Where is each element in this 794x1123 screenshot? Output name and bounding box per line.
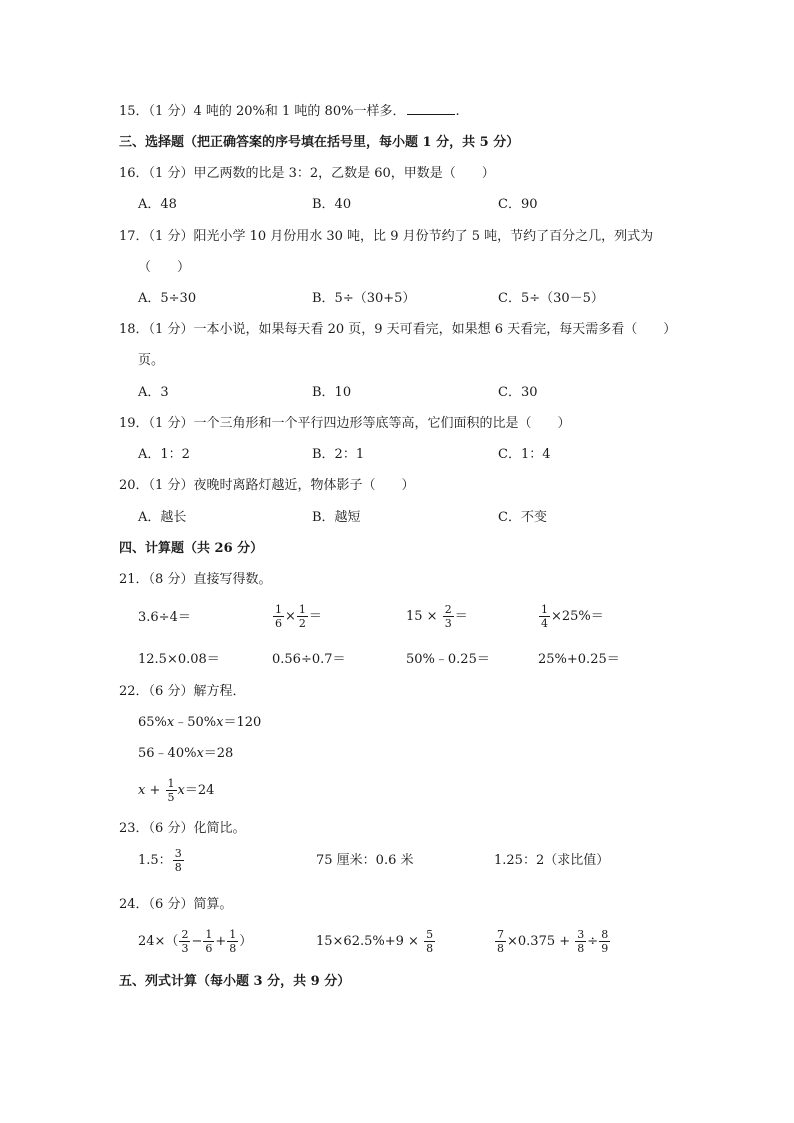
expr-1: 3.6÷4＝ — [138, 610, 191, 625]
expr-6: 0.56÷0.7＝ — [272, 652, 346, 667]
option-b: B．10 — [312, 385, 352, 400]
answer-blank[interactable] — [407, 102, 455, 115]
fraction: $\frac{1}{6}$ — [205, 928, 213, 955]
option-c: C．30 — [498, 385, 538, 400]
option-c: C．90 — [498, 197, 538, 212]
option-a: A．越长 — [138, 510, 187, 525]
expr-7: 50%﹣0.25＝ — [406, 652, 490, 667]
fraction: $\frac{1}{2}$ — [298, 603, 306, 630]
expr-4: $\frac{1}{4}$ ×25%＝ — [541, 603, 604, 630]
fraction: $\frac{5}{8}$ — [426, 928, 434, 955]
question-16-text: 16．（1 分）甲乙两数的比是 3：2，乙数是 60，甲数是（ ） — [119, 166, 495, 181]
fraction: $\frac{8}{9}$ — [601, 928, 609, 955]
option-a: A．1：2 — [138, 447, 190, 462]
ratio-2: 75 厘米：0.6 米 — [316, 853, 414, 868]
option-c: C．不变 — [498, 510, 547, 525]
fraction: $\frac{1}{4}$ — [541, 603, 548, 630]
option-a: A．5÷30 — [138, 291, 197, 306]
question-18-text: 18．（1 分）一本小说，如果每天看 20 页，9 天可看完，如果想 6 天看完，每天需多看（ ） — [119, 322, 677, 337]
question-15-end: . — [455, 104, 460, 119]
expr-8: 25%+0.25＝ — [538, 652, 620, 667]
equation-3: x + $\frac{1}{5}$ x＝24 — [138, 777, 215, 804]
equation-1: 65%x﹣50%x＝120 — [138, 715, 262, 730]
fraction: $\frac{1}{6}$ — [275, 603, 282, 630]
question-23-text: 23．（6 分）化简比。 — [119, 821, 246, 836]
ratio-1: 1.5： $\frac{3}{8}$ — [138, 847, 182, 874]
section-3-title: 三、选择题（把正确答案的序号填在括号里，每小题 1 分，共 5 分） — [119, 135, 520, 150]
question-24-text: 24．（6 分）简算。 — [119, 897, 233, 912]
simplify-3: $\frac{7}{8}$ ×0.375 + $\frac{3}{8}$ ÷ $\frac{8}{9}$ — [497, 928, 609, 955]
question-20-text: 20．（1 分）夜晚时离路灯越近，物体影子（ ） — [119, 478, 415, 493]
option-c: C．5÷（30－5） — [498, 291, 604, 306]
question-17-cont: （ ） — [138, 260, 191, 275]
fraction: $\frac{1}{8}$ — [229, 928, 237, 955]
question-18-cont: 页。 — [138, 353, 165, 368]
question-22-text: 22．（6 分）解方程． — [119, 684, 246, 699]
question-19-text: 19．（1 分）一个三角形和一个平行四边形等底等高，它们面积的比是（ ） — [119, 416, 571, 431]
option-a: A．3 — [138, 385, 169, 400]
ratio-3: 1.25：2（求比值） — [494, 853, 610, 868]
fraction: $\frac{1}{5}$ — [167, 777, 175, 804]
option-b: B．40 — [312, 197, 352, 212]
expr-3: 15 × $\frac{2}{3}$ ＝ — [406, 603, 468, 630]
fraction: $\frac{7}{8}$ — [497, 928, 504, 955]
option-b: B．2：1 — [312, 447, 365, 462]
section-4-title: 四、计算题（共 26 分） — [119, 541, 264, 556]
question-21-text: 21．（8 分）直接写得数。 — [119, 572, 272, 587]
simplify-1: 24×（ $\frac{2}{3}$ − $\frac{1}{6}$ + $\frac{1}{8}$ ） — [138, 928, 253, 955]
expr-5: 12.5×0.08＝ — [138, 652, 220, 667]
fraction: $\frac{3}{8}$ — [174, 847, 182, 874]
section-5-title: 五、列式计算（每小题 3 分，共 9 分） — [119, 974, 351, 989]
expr-2: $\frac{1}{6}$ × $\frac{1}{2}$ ＝ — [275, 603, 322, 630]
question-15-text: 15．（1 分）4 吨的 20%和 1 吨的 80%一样多． — [119, 104, 406, 119]
fraction: $\frac{3}{8}$ — [577, 928, 585, 955]
option-c: C．1：4 — [498, 447, 551, 462]
option-b: B．5÷（30+5） — [312, 291, 416, 306]
equation-2: 56﹣40%x＝28 — [138, 746, 234, 761]
question-15 — [119, 102, 460, 121]
simplify-2: 15×62.5%+9 × $\frac{5}{8}$ — [316, 928, 434, 955]
option-a: A．48 — [138, 197, 177, 212]
option-b: B．越短 — [312, 510, 361, 525]
fraction: $\frac{2}{3}$ — [444, 603, 452, 630]
question-17-text: 17．（1 分）阳光小学 10 月份用水 30 吨，比 9 月份节约了 5 吨，节约了百分之几，列式为 — [119, 229, 654, 244]
fraction: $\frac{2}{3}$ — [181, 928, 189, 955]
